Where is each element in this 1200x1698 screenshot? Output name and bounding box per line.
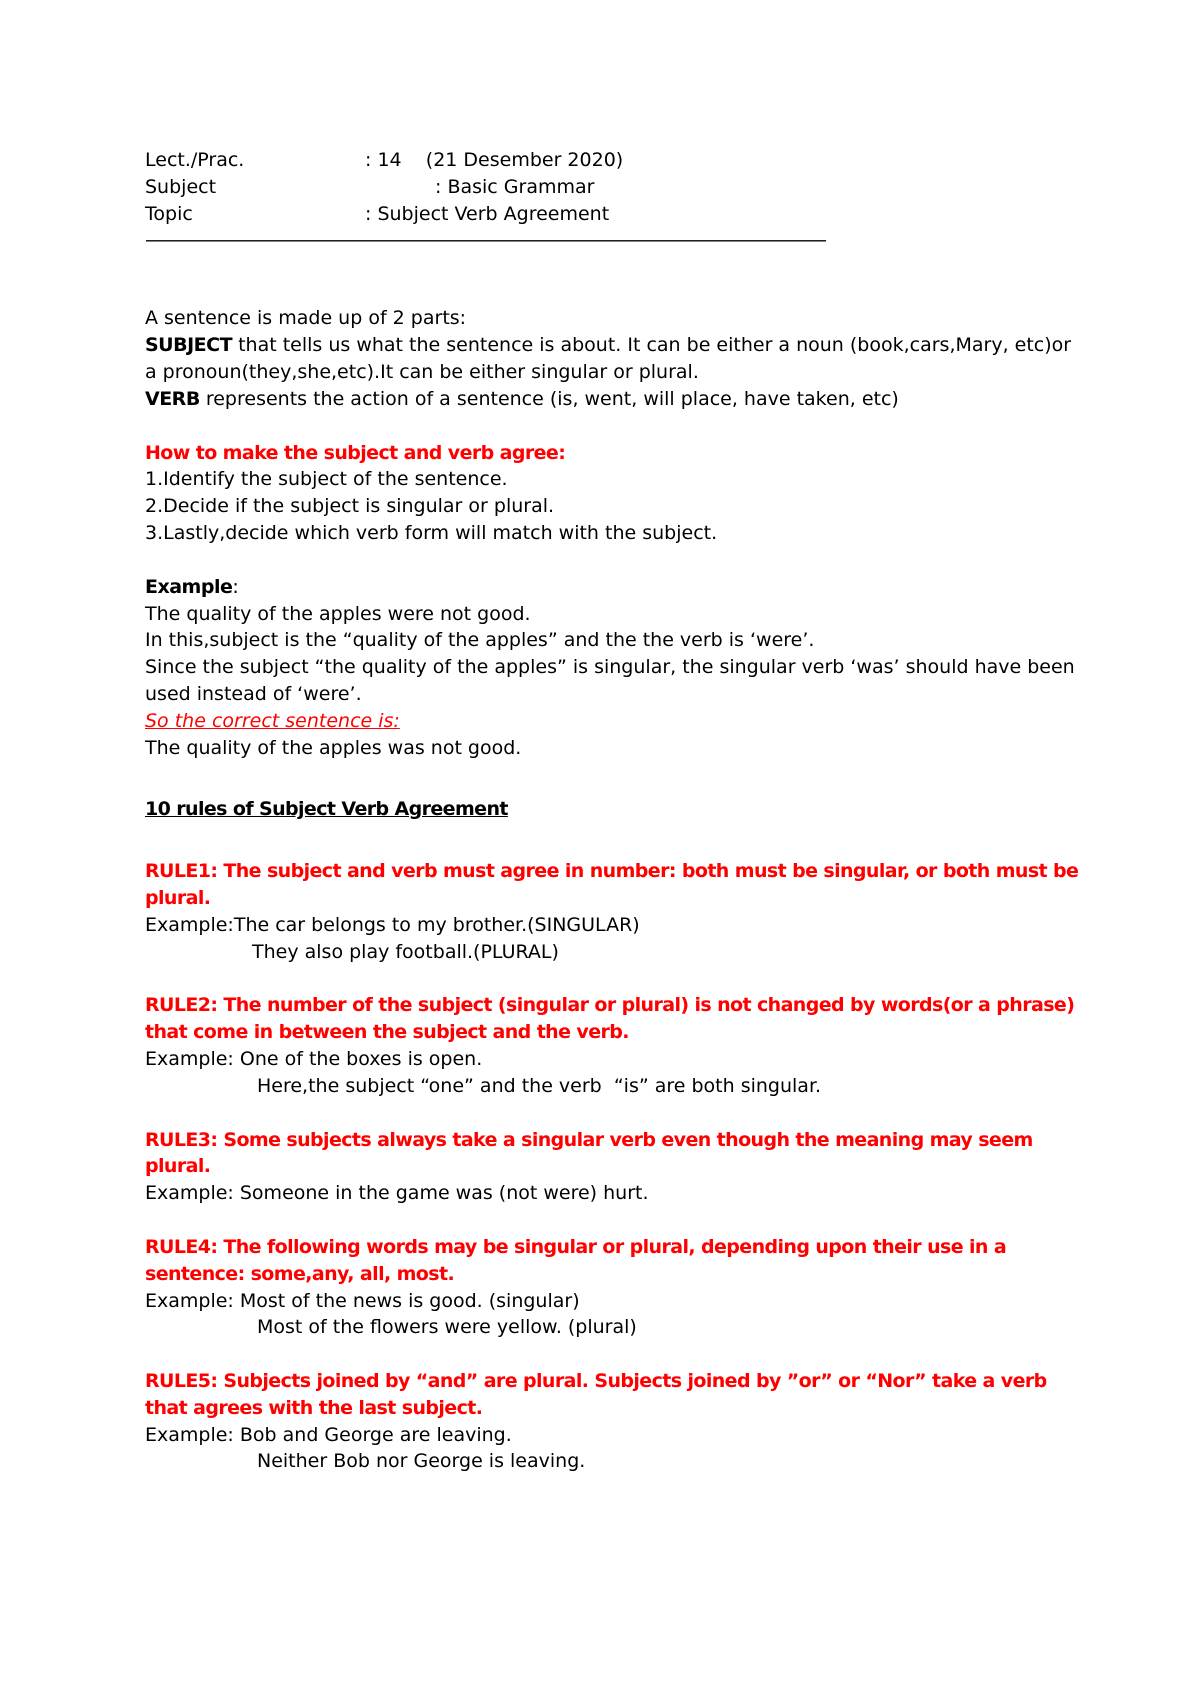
example-colon: : xyxy=(232,575,239,598)
rule-3-heading: RULE3: Some subjects always take a singular verb even though the meaning may seem plural. xyxy=(145,1128,1033,1178)
example-line-3: Since the subject “the quality of the apples” is singular, the singular verb ‘was’ should have been used instead of ‘were’. xyxy=(145,656,1075,705)
example-label: Example xyxy=(145,575,233,598)
howto-step-1: 1.Identify the subject of the sentence. xyxy=(145,468,508,491)
topic-label: Topic xyxy=(145,202,193,225)
rule-5-heading: RULE5: Subjects joined by “and” are plural. Subjects joined by ”or” or “Nor” take a verb that agrees with the last subject. xyxy=(145,1370,1047,1419)
lect-value: : 14 (21 Desember 2020) xyxy=(365,149,624,171)
verb-term: VERB xyxy=(145,387,200,410)
subject-label: Subject xyxy=(145,175,217,198)
rule-3-example: Example: Someone in the game was (not were) hurt. xyxy=(145,1182,649,1205)
rule-1-example: Example:The car belongs to my brother.(SINGULAR) xyxy=(145,913,640,936)
howto-step-2: 2.Decide if the subject is singular or plural. xyxy=(145,495,555,518)
correct-sentence: The quality of the apples was not good. xyxy=(145,736,522,759)
header-divider: ———————————————————————————————————————— xyxy=(145,229,825,252)
rule-2-heading: RULE2: The number of the subject (singular or plural) is not changed by words(or a phrase) that come in between the subject and the verb. xyxy=(145,994,1075,1044)
document-content xyxy=(145,147,1085,1475)
howto-step-3: 3.Lastly,decide which verb form will match with the subject. xyxy=(145,521,718,544)
subject-def-text: that tells us what the sentence is about. It can be either a noun (book,cars,Mary, etc)or a pronoun(they,she,etc).It can be either singular or plural. xyxy=(145,334,1072,383)
header-subject-row xyxy=(145,174,1085,201)
rule-1-example-2: They also play football.(PLURAL) xyxy=(252,940,559,963)
rules-title: 10 rules of Subject Verb Agreement xyxy=(145,798,508,821)
rule-2-example: Example: One of the boxes is open. xyxy=(145,1047,483,1070)
rule-4-heading: RULE4: The following words may be singular or plural, depending upon their use in a sentence: some,any, all, most. xyxy=(145,1235,1007,1285)
verb-def-text: represents the action of a sentence (is, went, will place, have taken, etc) xyxy=(199,387,899,410)
header-lect-row xyxy=(145,147,1085,174)
rule-1-heading: RULE1: The subject and verb must agree in number: both must be singular, or both must be plural. xyxy=(145,860,1079,909)
subject-term: SUBJECT xyxy=(145,334,233,357)
rule-4-example: Example: Most of the news is good. (singular) xyxy=(145,1289,580,1312)
rule-2-example-2: Here,the subject “one” and the verb “is” are both singular. xyxy=(257,1074,822,1097)
intro-line: A sentence is made up of 2 parts: xyxy=(145,307,467,330)
example-line-2: In this,subject is the “quality of the apples” and the the verb is ‘were’. xyxy=(145,629,815,652)
howto-heading: How to make the subject and verb agree: xyxy=(145,441,566,464)
subject-definition xyxy=(145,332,1085,386)
example-heading xyxy=(145,574,1085,601)
lect-label: Lect./Prac. xyxy=(145,149,245,171)
rule-5-example: Example: Bob and George are leaving. xyxy=(145,1423,512,1446)
header-topic-row xyxy=(145,201,1085,228)
rule-4-example-2: Most of the flowers were yellow. (plural) xyxy=(257,1316,637,1339)
topic-value: : Subject Verb Agreement xyxy=(365,202,610,225)
rule-5-example-2: Neither Bob nor George is leaving. xyxy=(257,1450,586,1473)
verb-definition xyxy=(145,386,1085,413)
example-line-1: The quality of the apples were not good. xyxy=(145,602,531,625)
subject-value: : Basic Grammar xyxy=(435,175,595,198)
correct-sentence-label: So the correct sentence is: xyxy=(145,709,400,732)
